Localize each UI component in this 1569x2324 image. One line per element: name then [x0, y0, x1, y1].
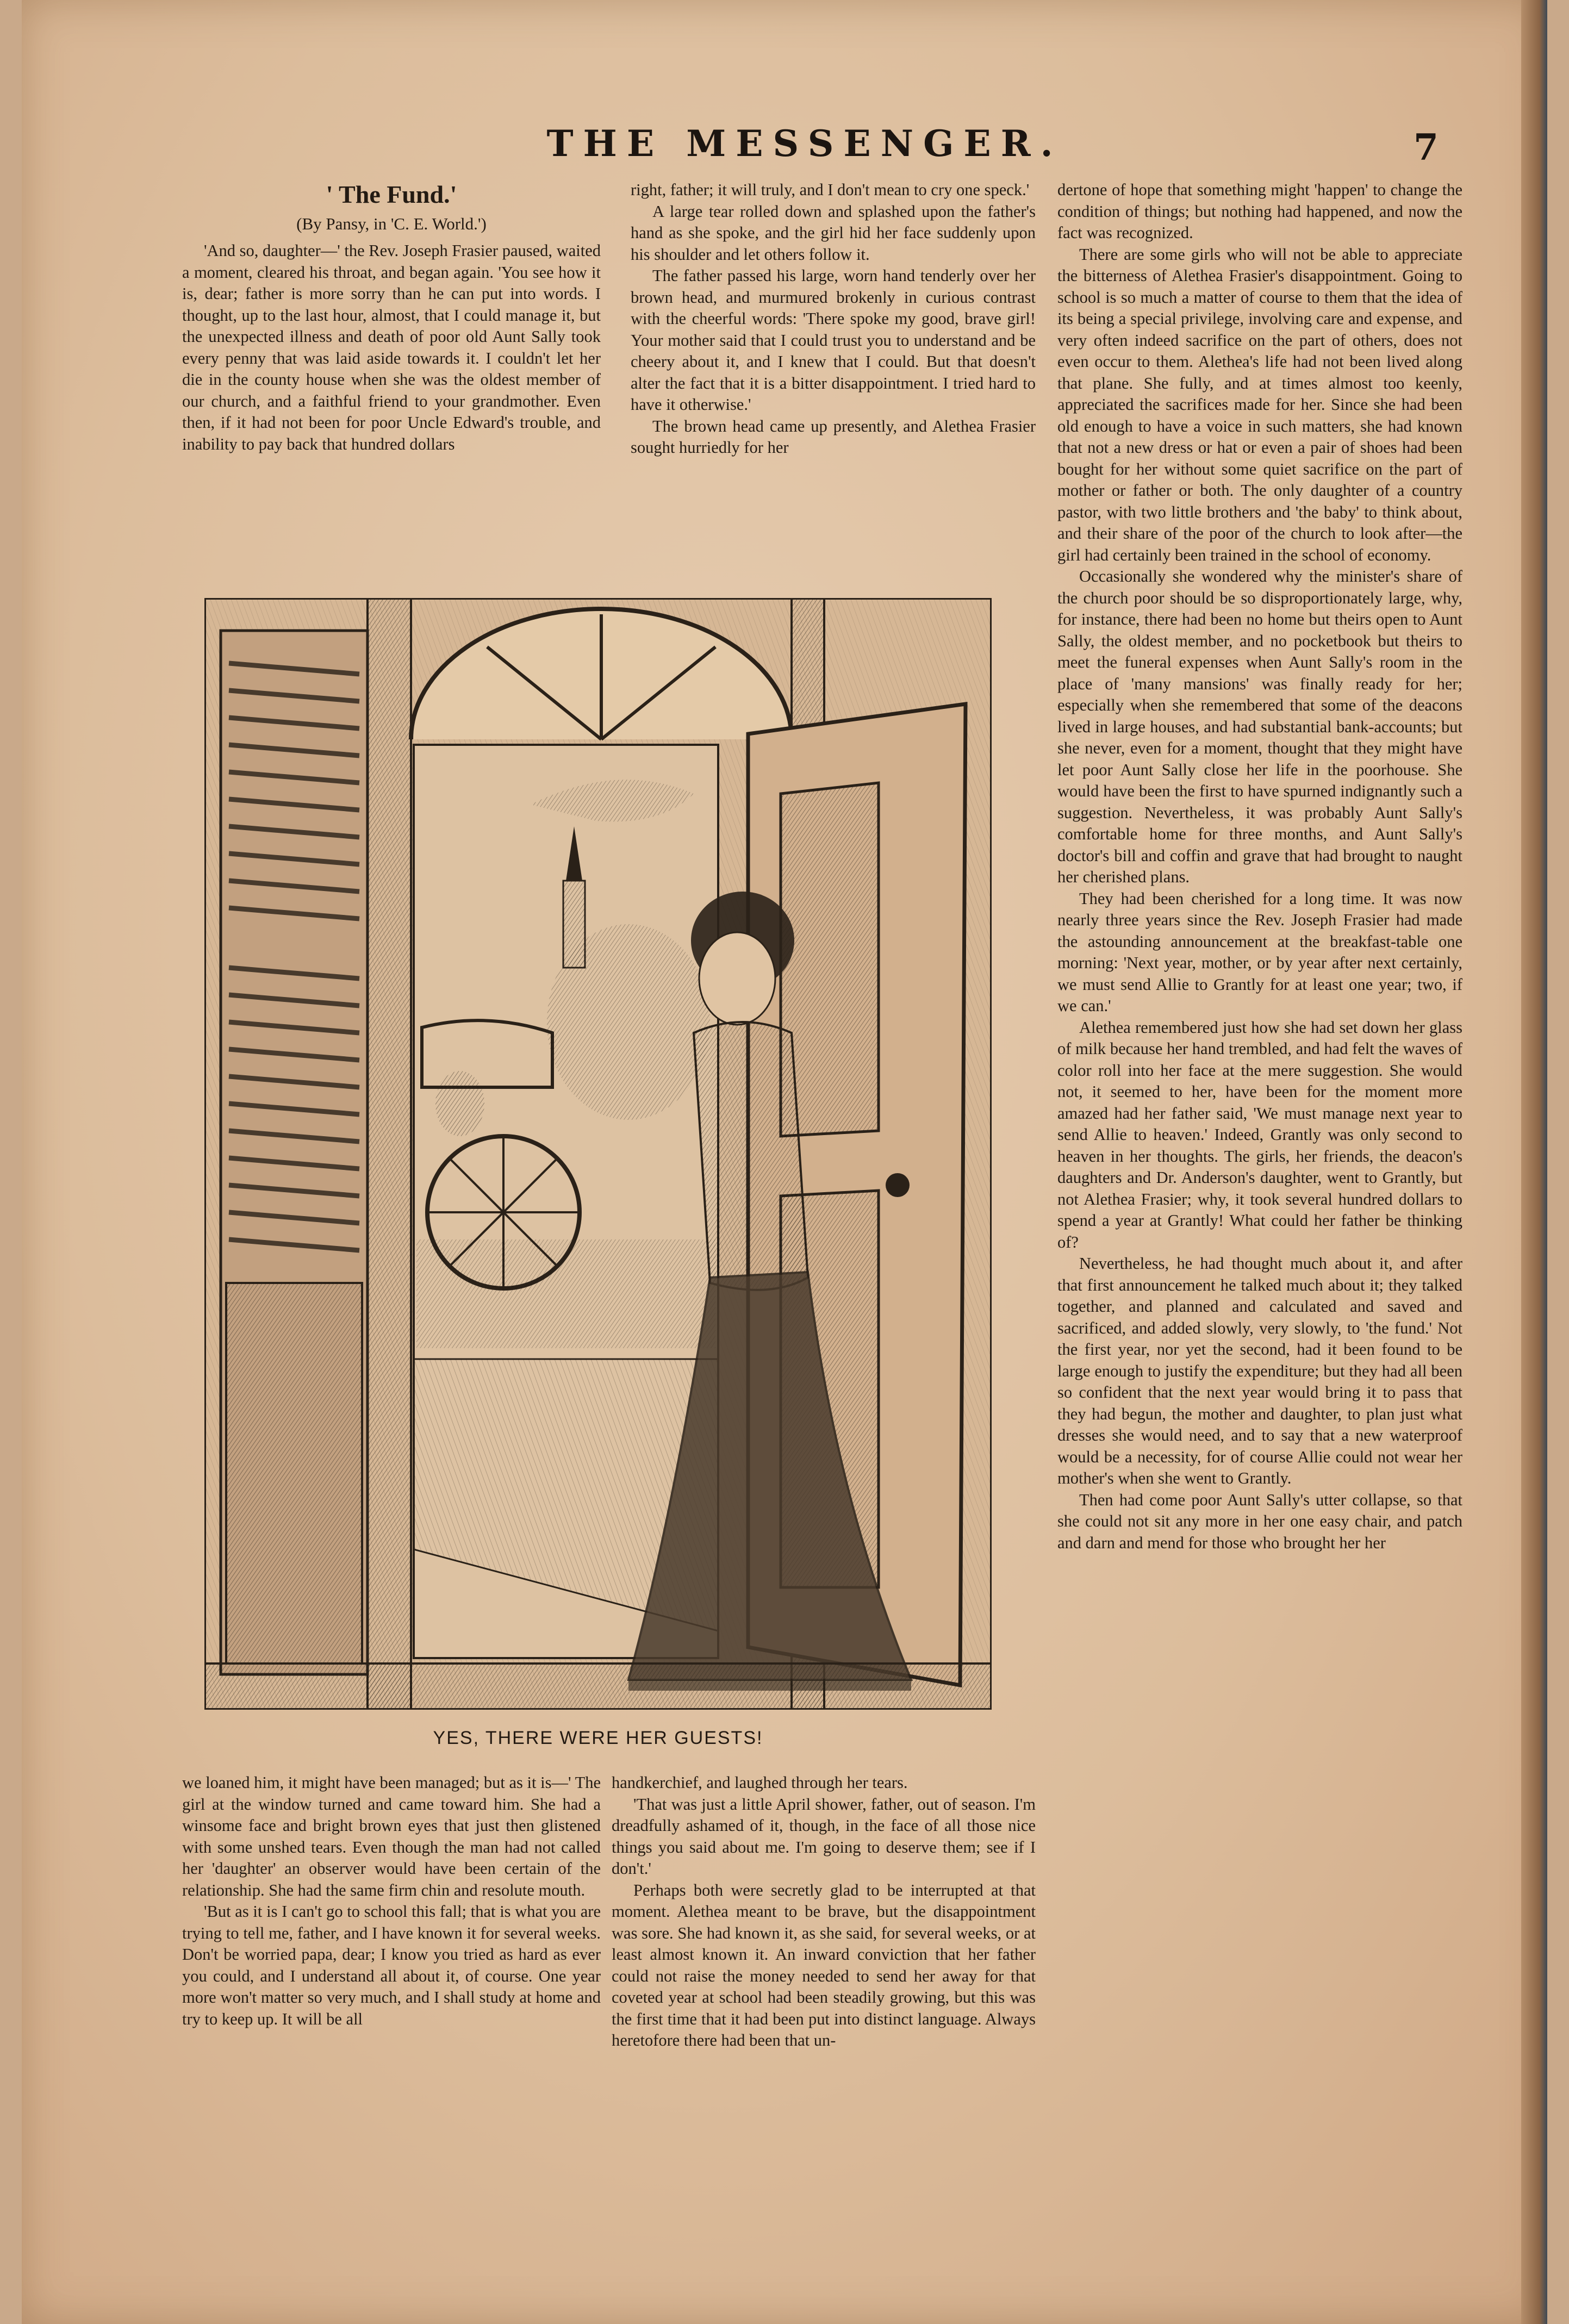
tree-foliage [547, 924, 710, 1120]
engraving-illustration [204, 598, 992, 1710]
newspaper-page [22, 0, 1547, 2324]
column-1 [182, 179, 601, 455]
paragraph: A large tear rolled down and splashed upon the father's hand as she spoke, and the girl hid her face suddenly upon his shoulder and let others follow it. [631, 202, 1036, 264]
page-spine-edge [1521, 0, 1547, 2324]
paragraph: Then had come poor Aunt Sally's utter collapse, so that she could not sit any more in her one easy chair, and patch and darn and mend for those who brought her her [1057, 1490, 1462, 1552]
woman-bodice [694, 1022, 808, 1290]
paragraph: Occasionally she wondered why the minister's share of the church poor should be so disproportionately large, why, for instance, there had been no home but theirs open to Aunt Sally, the oldest member, and no pocketbook but theirs to meet the funeral expenses when Aunt Sally's room in the place of 'many mansions' was finally ready for her; especially when she remembered that some of the deacons lived in large houses, and had substantial bank-accounts; but she never, even for a moment, thought that they might have let poor Aunt Sally close her life in the poorhouse. She would have been the first to have spurned indignantly such a suggestion. Nevertheless, it was probably Aunt Sally's comfortable home for three months, and Aunt Sally's doctor's bill and coffin and grave that had brought to naught her cherished plans. [1057, 567, 1462, 886]
paragraph: 'That was just a little April shower, father, out of season. I'm dreadfully ashamed of it, though, in the face of all those nice things you said about me. I'm going to deserve them; see if I don't.' [612, 1795, 1036, 1878]
article-title: ' The Fund.' [326, 180, 457, 208]
woman-face [699, 932, 775, 1025]
paragraph: 'And so, daughter—' the Rev. Joseph Frasier paused, waited a moment, cleared his throat, and began again. 'You see how it is, dear; father is more sorry than he can put into words. I thought, up to the last hour, almost, that I could manage it, but the unexpected illness and death of poor old Aunt Sally took every penny that was laid aside towards it. I couldn't let her die in the county house when she was the oldest member of our church, and a faithful friend to your grandmother. Even then, if it had not been for poor Uncle Edward's trouble, and inability to pay back that hundred dollars [182, 241, 601, 453]
paragraph: Alethea remembered just how she had set down her glass of milk because her hand trembled, and had felt the waves of color roll into her face at the mere suggestion. She would not, it seemed to her, have been for the moment more amazed had her father said, 'We must manage next year to send Allie to heaven.' Indeed, Grantly was only second to heaven in her thoughts. The girls, her friends, the deacon's daughters and Dr. Anderson's daughter, went to Grantly, but not Alethea Frasier; why, it took several hundred dollars to spend a year at Grantly! What could her father be thinking of? [1057, 1018, 1462, 1251]
paragraph: The father passed his large, worn hand tenderly over her brown head, and murmured brokenly in curious contrast with the cheerful words: 'There spoke my good, brave girl! Your mother said that I could trust you to understand and be cheery about it, and I knew that I could. But that doesn't alter the fact that it is a bitter disappointment. I tried hard to have it otherwise.' [631, 266, 1036, 414]
paragraph: Nevertheless, he had thought much about it, and after that first announcement he talked much about it; they talked together, and planned and calculated and saved and sacrificed, and added slowly, very slowly, to 'the fund.' Not the first year, nor yet the second, had it been found to be large enough to justify the expenditure; but they had all been so confident that the next year would bring it to pass that they had begun, the mother and daughter, to plan just what dresses she would need, and to say that a new waterproof would be a necessity, for of course Allie could not wear her mother's when she went to Grantly. [1057, 1254, 1462, 1487]
paragraph: They had been cherished for a long time. It was now nearly three years since the Rev. Joseph Frasier had made the astounding announcement at the breakfast-table one morning: 'Next year, mother, or by year after next certainly, we must send Allie to Grantly for at least one year; two, if we can.' [1057, 889, 1462, 1015]
floor-rug [204, 1663, 992, 1710]
illustration-caption: YES, THERE WERE HER GUESTS! [433, 1728, 763, 1748]
column-4 [182, 1772, 601, 2030]
column-2 [631, 179, 1036, 459]
column-3 [1057, 179, 1462, 1554]
paragraph: The brown head came up presently, and Alethea Frasier sought hurriedly for her [631, 416, 1036, 457]
paragraph: we loaned him, it might have been managed; but as it is—' The girl at the window turned and came toward him. She had a winsome face and bright brown eyes that just then glistened with some unshed tears. Even though the man had not called her 'daughter' an observer would have been certain of the relationship. She had the same firm chin and resolute mouth. [182, 1773, 601, 1899]
paragraph: There are some girls who will not be able to appreciate the bitterness of Alethea Frasier's disappointment. Going to school is so much a matter of course to them that the idea of its being a special privilege, involving care and expense, and very often indeed sacrifice on the part of others, does not even occur to them. Alethea's life had not been lived along that plane. She fully, and at times almost too keenly, appreciated the sacrifices made for her. Since she had been old enough to have a voice in such matters, she had known that not a new dress or hat or even a pair of shoes had been bought for her without some quiet sacrifice on the part of mother or father or both. The only daughter of a country pastor, with two little brothers and 'the baby' to think about, and their share of the poor of the church to look after—the girl had certainly been trained in the school of economy. [1057, 245, 1462, 564]
article-byline: (By Pansy, in 'C. E. World.') [296, 214, 487, 233]
carriage-driver [435, 1071, 484, 1136]
page-number: 7 [1414, 126, 1439, 169]
paragraph: right, father; it will truly, and I don't mean to cry one speck.' [631, 180, 1030, 199]
masthead: THE MESSENGER. [546, 122, 1063, 165]
paragraph: handkerchief, and laughed through her tears. [612, 1773, 908, 1792]
door-knob [886, 1173, 910, 1197]
column-5 [612, 1772, 1036, 2052]
paragraph: 'But as it is I can't go to school this fall; that is what you are trying to tell me, father, and I have known it for several weeks. Don't be worried papa, dear; I know you tried as hard as ever you could, and I understand all about it, of course. One year more won't matter so very much, and I shall study at home and try to keep up. It will be all [182, 1902, 601, 2028]
hedge [416, 1239, 715, 1348]
paragraph: Perhaps both were secretly glad to be interrupted at that moment. Alethea meant to be brave, but the disappointment was sore. She had known it, as she said, for several weeks, or at least almost known it. An inward conviction that her father could not raise the money needed to send her away for that coveted year at school had been steadily growing, but this was the first time that it had been put into distinct language. Always heretofore there had been that un- [612, 1880, 1036, 2049]
paragraph: dertone of hope that something might 'happen' to change the condition of things; but nothing had happened, and now the fact was recognized. [1057, 180, 1462, 242]
